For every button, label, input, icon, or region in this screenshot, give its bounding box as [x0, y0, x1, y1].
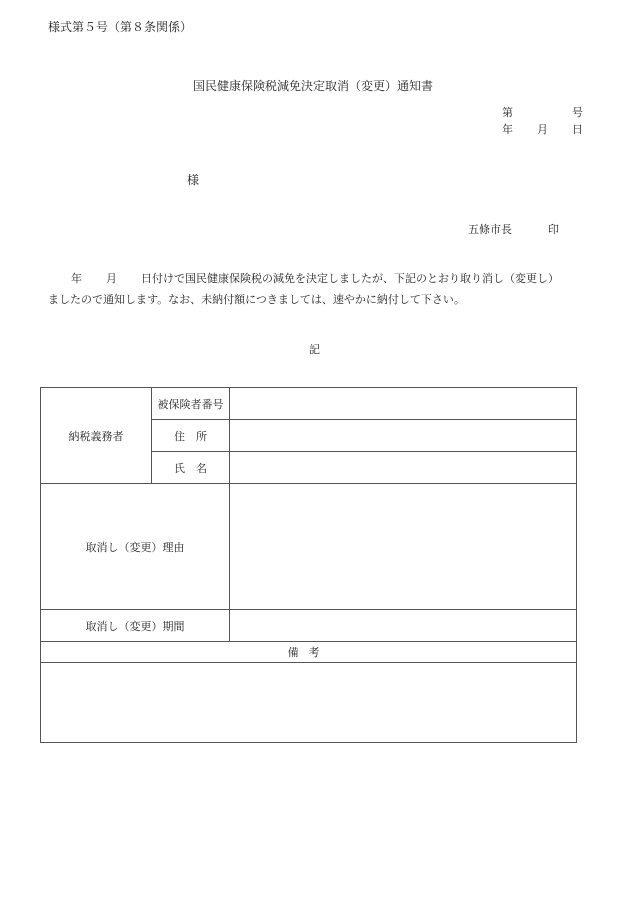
name-field[interactable]: [230, 452, 577, 484]
doc-number-prefix: 第: [502, 106, 513, 119]
body-text-line1: 日付けで国民健康保険税の減免を決定しましたが、下記のとおり取り消し（変更し）: [141, 272, 559, 285]
form-table: [40, 387, 577, 743]
document-title: 国民健康保険税減免決定取消（変更）通知書: [193, 79, 434, 93]
period-label: 取消し（変更）期間: [41, 610, 230, 642]
reason-field[interactable]: [230, 484, 577, 610]
body-month-label: 月: [106, 272, 117, 285]
body-text-line2: ましたので通知します。なお、未納付額につきましては、速やかに納付して下さい。: [48, 293, 465, 306]
form-number: 様式第５号（第８条関係）: [48, 20, 193, 34]
name-label: 氏 名: [152, 452, 230, 484]
date-month-label: 月: [537, 123, 548, 136]
reason-label: 取消し（変更）理由: [41, 484, 230, 610]
date-day-label: 日: [572, 123, 583, 136]
insured-number-field[interactable]: [230, 388, 577, 420]
issuer-name: 五條市長: [468, 223, 512, 236]
date-year-label: 年: [502, 123, 513, 136]
address-label: 住 所: [152, 420, 230, 452]
period-field[interactable]: [230, 610, 577, 642]
doc-number-suffix: 号: [572, 106, 583, 119]
remarks-field[interactable]: [41, 663, 577, 743]
body-year-label: 年: [71, 272, 82, 285]
address-field[interactable]: [230, 420, 577, 452]
insured-number-label: 被保険者番号: [152, 388, 230, 420]
ki-heading: 記: [309, 343, 320, 356]
remarks-label: 備考: [41, 642, 577, 663]
recipient-suffix: 様: [187, 173, 200, 187]
taxpayer-label: 納税義務者: [41, 388, 152, 484]
seal-mark: 印: [548, 223, 559, 236]
